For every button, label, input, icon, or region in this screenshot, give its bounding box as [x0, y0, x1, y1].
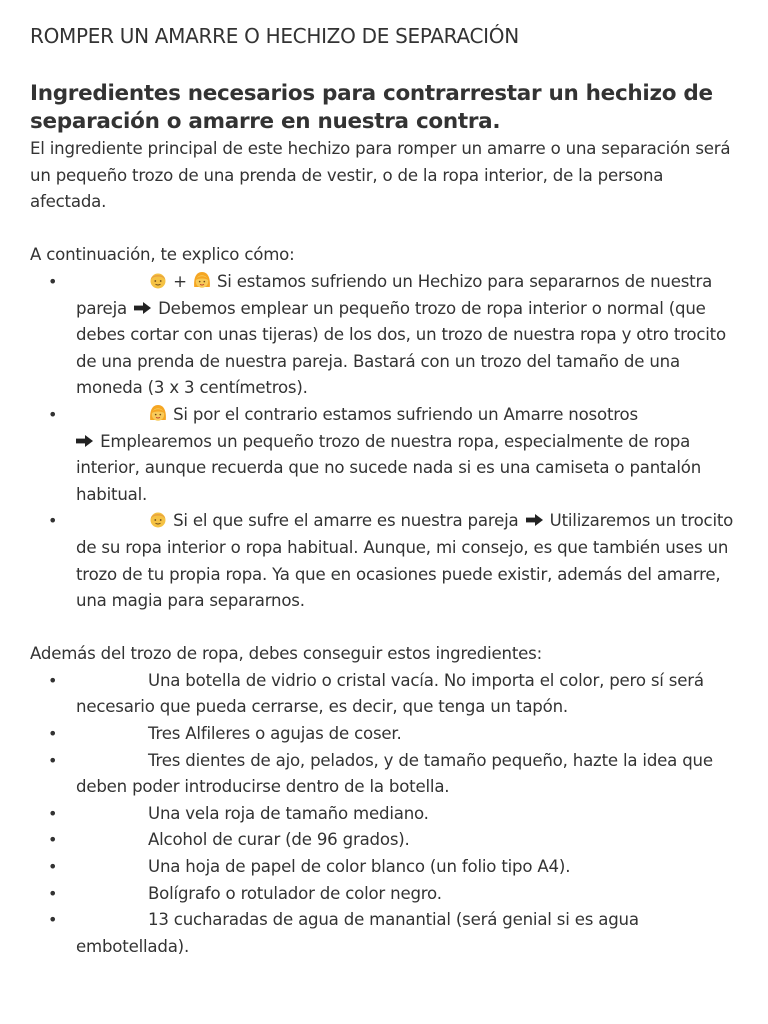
spacer [30, 216, 738, 243]
list-item [30, 508, 738, 614]
list-item [30, 402, 738, 508]
list-item [30, 801, 738, 828]
document-title: ROMPER UN AMARRE O HECHIZO DE SEPARACIÓN [30, 24, 519, 48]
list-item [30, 721, 738, 748]
list-item [30, 668, 738, 721]
case-action: Utilizaremos un trocito de su ropa interior o ropa habitual. Aunque, mi consejo, es que también uses un trozo de tu propia ropa. Ya que en ocasiones puede existir, además del amarre, una magia para separarnos. [76, 511, 734, 611]
ingredient-text: Una vela roja de tamaño mediano. [148, 803, 429, 823]
section-heading: Ingredientes necesarios para contrarrestar un hechizo de separación o amarre en nuestra contra. [30, 81, 713, 134]
list-item [30, 748, 738, 801]
case-action: Emplearemos un pequeño trozo de nuestra ropa, especialmente de ropa interior, aunque recuerda que no sucede nada si es una camiseta o pantalón habitual. [76, 431, 702, 504]
explain-lead: A continuación, te explico cómo: [30, 245, 295, 265]
right-arrow-icon [76, 435, 93, 447]
case-condition: Si por el contrario estamos sufriendo un Amarre nosotros [173, 404, 638, 424]
bullet: • [48, 271, 58, 291]
right-arrow-icon [134, 302, 151, 314]
ingredient-text: Bolígrafo o rotulador de color negro. [148, 883, 442, 903]
ingredient-text: Tres dientes de ajo, pelados, y de tamaño pequeño, hazte la idea que deben poder introducirse dentro de la botella. [76, 750, 713, 797]
bullet: • [48, 724, 58, 744]
bullet: • [48, 803, 58, 823]
bullet: • [48, 511, 58, 531]
woman-emoji-icon [148, 403, 168, 423]
list-item [30, 827, 738, 854]
case-condition: Si estamos sufriendo un Hechizo para separarnos de nuestra pareja [76, 271, 713, 318]
ingredient-text: Tres Alfileres o agujas de coser. [148, 724, 402, 744]
bullet: • [48, 404, 58, 424]
ingredient-text: Alcohol de curar (de 96 grados). [148, 830, 410, 850]
case-action: Debemos emplear un pequeño trozo de ropa interior o normal (que debes cortar con unas tijeras) de los dos, un trozo de nuestra ropa y otro trocito de una prenda de nuestra pareja. Bastará con un trozo del tamaño de una moneda (3 x 3 centímetros). [76, 298, 726, 398]
bullet: • [48, 857, 58, 877]
bullet: • [48, 670, 58, 690]
ingredients-lead: Además del trozo de ropa, debes conseguir estos ingredientes: [30, 644, 543, 664]
bullet: • [48, 750, 58, 770]
bullet: • [48, 910, 58, 930]
cases-list [30, 269, 738, 615]
woman-emoji-icon [192, 270, 212, 290]
right-arrow-icon [526, 514, 543, 526]
ingredient-text: 13 cucharadas de agua de manantial (será genial si es agua embotellada). [76, 910, 639, 956]
bullet: • [48, 883, 58, 903]
ingredients-list [30, 668, 738, 961]
spacer [30, 615, 738, 642]
plus-sign: + [173, 271, 187, 291]
list-item [30, 881, 738, 908]
list-item [30, 269, 738, 402]
list-item [30, 907, 738, 960]
intro-paragraph: El ingrediente principal de este hechizo para romper un amarre o una separación será un pequeño trozo de una prenda de vestir, o de la ropa interior, de la persona afectada. [30, 139, 731, 212]
ingredient-text: Una hoja de papel de color blanco (un folio tipo A4). [148, 857, 571, 877]
ingredient-text: Una botella de vidrio o cristal vacía. No importa el color, pero sí será necesario que pueda cerrarse, es decir, que tenga un tapón. [76, 670, 704, 717]
man-emoji-icon [148, 509, 168, 529]
bullet: • [48, 830, 58, 850]
list-item [30, 854, 738, 881]
man-emoji-icon [148, 270, 168, 290]
case-condition: Si el que sufre el amarre es nuestra pareja [173, 511, 519, 531]
